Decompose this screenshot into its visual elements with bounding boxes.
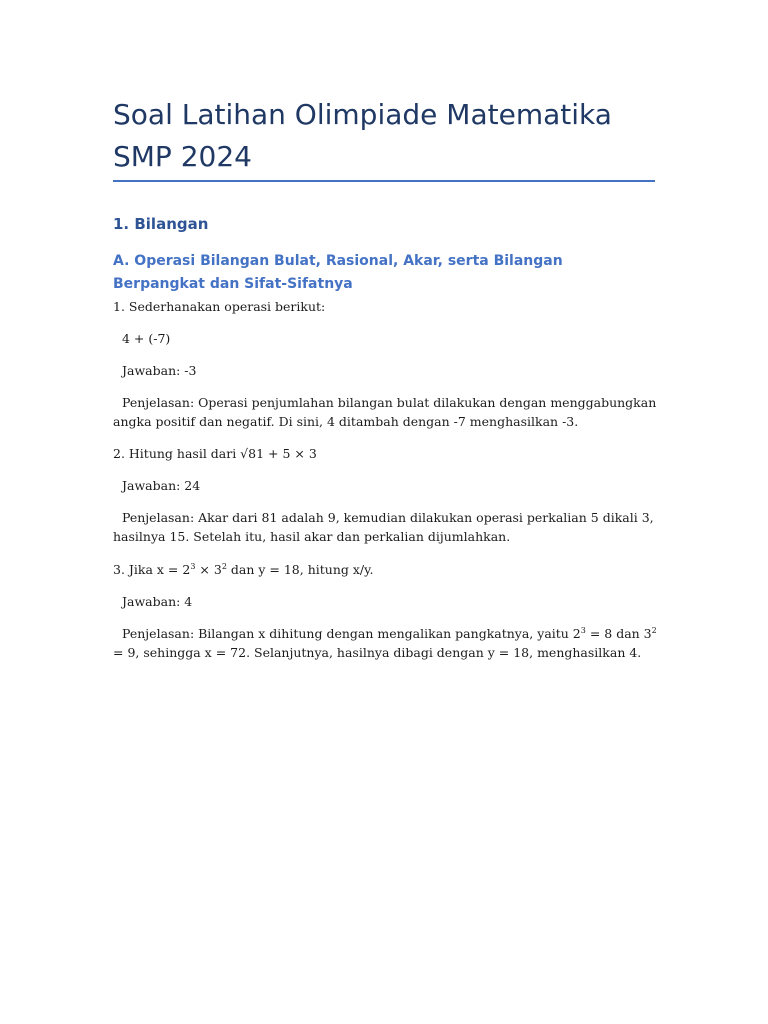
question-3-text-c: dan y = 18, hitung x/y. [226,562,374,577]
question-3-text-b: × 3 [195,562,222,577]
question-3-exponent-2: 2 [221,562,227,571]
title-underline [113,180,655,182]
question-3-explanation-exp-2: 2 [651,626,657,635]
subsection-heading: A. Operasi Bilangan Bulat, Rasional, Akar, serta Bilangan Berpangkat dan Sifat-Sifatnya [113,253,563,292]
question-3-explanation-c: = 9, sehingga x = 72. Selanjutnya, hasilnya dibagi dengan y = 18, menghasilkan 4. [113,645,642,660]
section-heading: 1. Bilangan [113,215,209,233]
question-3-explanation-exp-1: 3 [580,626,586,635]
question-1-expression: 4 + (-7) [122,331,171,346]
question-1-answer: Jawaban: -3 [122,363,197,378]
question-1: 1. Sederhanakan operasi berikut: [113,299,326,314]
question-1-explanation: Penjelasan: Operasi penjumlahan bilangan bulat dilakukan dengan menggabungkan angka positif dan negatif. Di sini, 4 ditambah dengan -7 menghasilkan -3. [113,395,657,429]
question-3-explanation-b: = 8 dan 3 [585,626,652,641]
question-2-explanation: Penjelasan: Akar dari 81 adalah 9, kemudian dilakukan operasi perkalian 5 dikali 3, hasilnya 15. Setelah itu, hasil akar dan perkalian dijumlahkan. [113,510,654,544]
question-3-explanation [113,624,658,662]
question-3-exponent-1: 3 [190,562,196,571]
question-2-answer: Jawaban: 24 [122,478,201,493]
document-title: Soal Latihan Olimpiade Matematika SMP 2024 [113,98,612,173]
question-3 [113,560,658,579]
question-2: 2. Hitung hasil dari √81 + 5 × 3 [113,446,317,461]
question-3-text-a: 3. Jika x = 2 [113,562,191,577]
question-3-explanation-a: Penjelasan: Bilangan x dihitung dengan mengalikan pangkatnya, yaitu 2 [122,626,581,641]
question-3-answer: Jawaban: 4 [122,594,193,609]
